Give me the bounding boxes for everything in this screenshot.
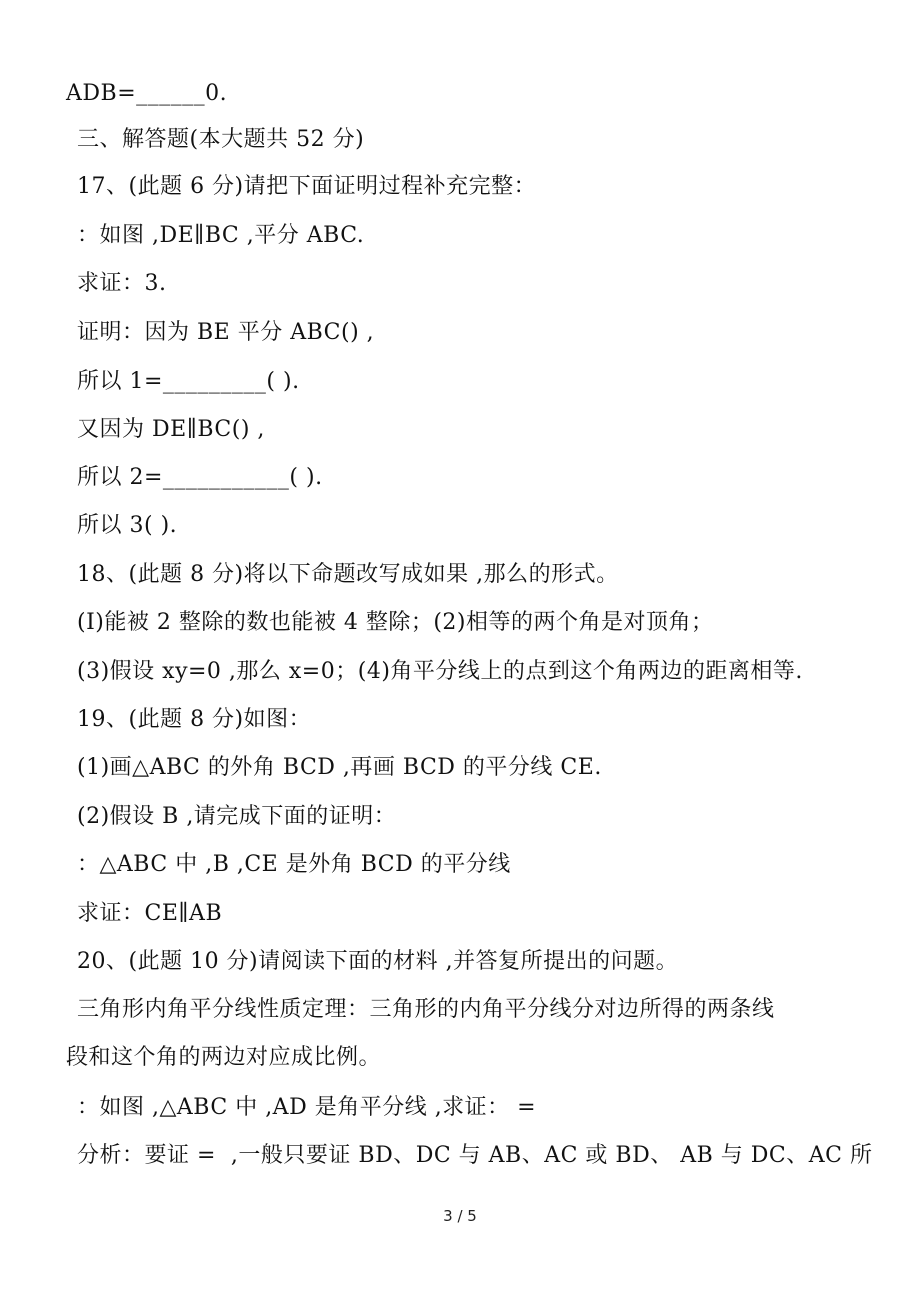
text-line-16: (2)假设 B ,请完成下面的证明： [77, 804, 397, 829]
text-line-2: 三、解答题(本大题共 52 分) [77, 127, 365, 152]
text-line-11: 18、(此题 8 分)将以下命题改写成如果 ,那么的形式。 [77, 562, 619, 587]
text-line-18: 求证：CE∥AB [77, 901, 223, 926]
text-line-8: 又因为 DE∥BC() , [77, 417, 265, 442]
text-line-19: 20、(此题 10 分)请阅读下面的材料 ,并答复所提出的问题。 [77, 949, 679, 974]
text-line-9: 所以 2=___________( ). [77, 465, 323, 490]
text-line-21: 段和这个角的两边对应成比例。 [66, 1045, 382, 1070]
text-line-17: ：△ABC 中 ,B ,CE 是外角 BCD 的平分线 [77, 852, 511, 877]
text-line-14: 19、(此题 8 分)如图： [77, 707, 312, 732]
text-line-1: ADB=______0. [66, 81, 228, 106]
text-line-15: (1)画△ABC 的外角 BCD ,再画 BCD 的平分线 CE. [77, 755, 602, 780]
text-line-5: 求证：3. [77, 271, 167, 296]
text-line-7: 所以 1=_________( ). [77, 369, 300, 394]
text-line-20: 三角形内角平分线性质定理：三角形的内角平分线分对边所得的两条线 [77, 997, 775, 1022]
text-line-3: 17、(此题 6 分)请把下面证明过程补充完整： [77, 174, 537, 199]
text-line-6: 证明：因为 BE 平分 ABC() , [77, 320, 375, 345]
text-line-13: (3)假设 xy=0 ,那么 x=0；(4)角平分线上的点到这个角两边的距离相等. [77, 659, 803, 684]
page-number: 3 / 5 [443, 1207, 477, 1225]
text-line-23: 分析：要证 = ,一般只要证 BD、DC 与 AB、AC 或 BD、 AB 与 DC、AC 所 [77, 1143, 873, 1168]
text-line-12: (I)能被 2 整除的数也能被 4 整除；(2)相等的两个角是对顶角； [77, 610, 714, 635]
text-line-10: 所以 3( ). [77, 513, 178, 538]
text-line-4: ：如图 ,DE∥BC ,平分 ABC. [77, 223, 365, 248]
text-line-22: ：如图 ,△ABC 中 ,AD 是角平分线 ,求证： = [77, 1095, 537, 1120]
